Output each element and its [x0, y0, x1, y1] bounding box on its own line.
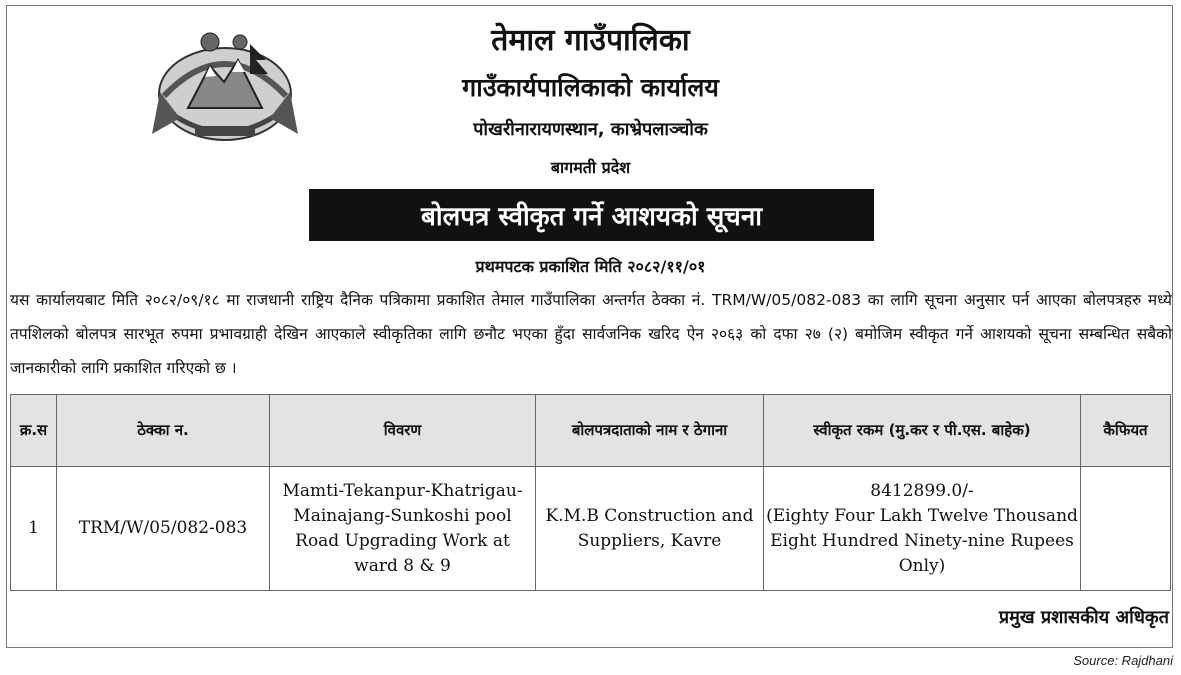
col-header-sn: क्र.स [11, 395, 57, 467]
amount-words: (Eighty Four Lakh Twelve Thousand Eight Hundred Ninety-nine Rupees Only) [766, 505, 1078, 576]
bid-table [10, 394, 1171, 591]
cell-bidder: K.M.B Construction and Suppliers, Kavre [536, 467, 764, 591]
col-header-description: विवरण [270, 395, 536, 467]
municipality-name: तेमाल गाउँपालिका [491, 23, 690, 58]
cell-description: Mamti-Tekanpur-Khatrigau-Mainajang-Sunkoshi pool Road Upgrading Work at ward 8 & 9 [270, 467, 536, 591]
col-header-bidder: बोलपत्रदाताको नाम र ठेगाना [536, 395, 764, 467]
signatory: प्रमुख प्रशासकीय अधिकृत [998, 607, 1169, 628]
cell-amount [764, 467, 1081, 591]
province-name: बागमती प्रदेश [550, 158, 631, 177]
table-row [11, 467, 1171, 591]
col-header-amount: स्वीकृत रकम (मु.कर र पी.एस. बाहेक) [764, 395, 1081, 467]
col-header-contract: ठेक्का न. [57, 395, 270, 467]
amount-figure: 8412899.0/- [870, 480, 974, 501]
published-date: प्रथमपटक प्रकाशित मिति २०८२/११/०१ [475, 257, 706, 276]
notice-title-banner [309, 189, 874, 241]
col-header-remarks: कैफियत [1081, 395, 1171, 467]
source-credit: Source: Rajdhani [1073, 653, 1173, 668]
office-address: पोखरीनारायणस्थान, काभ्रेपलाञ्चोक [473, 119, 708, 140]
cell-remarks [1081, 467, 1171, 591]
notice-title: बोलपत्र स्वीकृत गर्ने आशयको सूचना [421, 202, 762, 232]
table-header-row [11, 395, 1171, 467]
cell-contract: TRM/W/05/082-083 [57, 467, 270, 591]
notice-body: यस कार्यालयबाट मिति २०८२/०९/१८ मा राजधानी राष्ट्रिय दैनिक पत्रिकामा प्रकाशित तेमाल गाउँपालिका अन्तर्गत ठेक्का नं. TRM/W/05/082-083 का लागि सूचना अनुसार पर्न आएका बोलपत्रहरु मध्ये तपशिलको बोलपत्र सारभूत रुपमा प्रभावग्राही देखिन आएकाले स्वीकृतिका लागि छनौट भएका हुँदा सार्वजनिक खरिद ऐन २०६३ को दफा २७ (२) बमोजिम स्वीकृत गर्ने आशयको सूचना सम्बन्धित सबैको जानकारीको लागि प्रकाशित गरिएको छ । [10, 291, 1172, 377]
office-name: गाउँकार्यपालिकाको कार्यालय [462, 73, 719, 102]
cell-sn: 1 [11, 467, 57, 591]
